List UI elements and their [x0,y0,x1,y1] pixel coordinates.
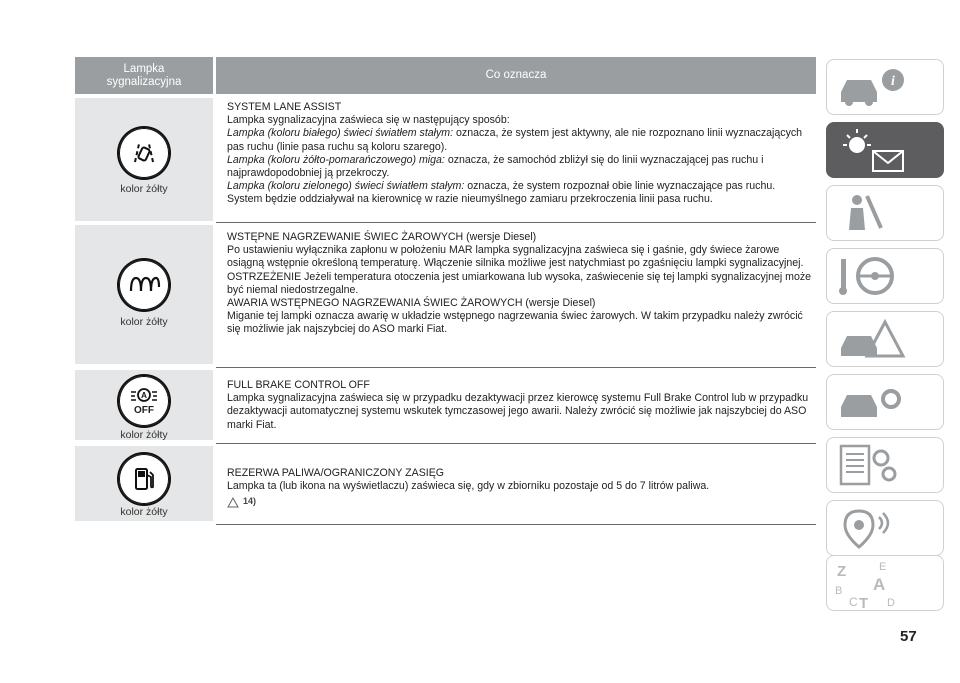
mode-text: oznacza, że samochód zbliżył się do linii wyznaczającej pas ruchu i najprawdopodobniej ją przekroczy. [227,153,764,180]
safety-icon [827,186,943,240]
lamp-color-label: kolor żółty [120,429,168,441]
lamp-subtitle: AWARIA WSTĘPNEGO NAGRZEWANIA ŚWIEC ŻAROWYCH (wersje Diesel) [227,297,596,310]
multimedia-icon [827,501,943,555]
lamp-paragraph: Po ustawieniu wyłącznika zapłonu w położeniu MAR lampka sygnalizacyjna zaświeca się i gaśnie, gdy świece żarowe osiągną wstępnie określoną temperaturę. Włączenie silnika możliwe jest natychmiast po zgaśnięciu lampki sygnalizacyjnej. [227,244,804,270]
lamp-cell [75,370,213,440]
svg-text:D: D [887,597,895,609]
lamp-paragraph: Lampka ta (lub ikona na wyświetlaczu) zaświeca się, gdy w zbiorniku pozostaje od 5 do 7 litrów paliwa. [227,480,710,493]
svg-text:A: A [141,391,147,400]
sidebar-tab-warning-lights[interactable] [826,122,944,178]
table-row [75,370,816,440]
lamp-description [227,379,813,432]
meaning-column-header: Co oznacza [216,57,816,94]
footnote-reference[interactable] [227,495,813,508]
off-label: OFF [134,405,154,416]
lamp-title: FULL BRAKE CONTROL OFF [227,379,370,391]
row-divider [216,524,816,525]
svg-text:i: i [891,74,895,89]
maintenance-icon [827,375,943,429]
warning-lights-icon [827,123,943,177]
lamp-header-line2: sygnalizacyjna [106,75,182,88]
full-brake-control-off-icon [117,374,171,428]
lamp-title: SYSTEM LANE ASSIST [227,101,342,113]
lamp-warning: OSTRZEŻENIE Jeżeli temperatura otoczenia jest umiarkowana lub wysoka, zaświecenie się tej lampki sygnalizacyjnej może być niemal niedostrzegalne. [227,270,812,296]
svg-text:B: B [835,585,843,597]
lamp-cell [75,225,213,364]
mode-text: oznacza, że system jest aktywny, ale nie rozpoznano linii wyznaczających pas ruchu (linie pasa ruchu są koloru szarego). [227,127,803,153]
lamp-cell [75,446,213,521]
sidebar-tab-car-info[interactable] [826,59,944,115]
sidebar-tab-multimedia[interactable] [826,500,944,556]
lamp-header-line1: Lampka [123,62,165,75]
lane-assist-icon [117,126,171,180]
svg-text:C: C [849,595,858,609]
emergency-icon [827,312,943,366]
lamp-mode-paragraph [227,127,813,153]
mode-heading: Lampka (koloru zielonego) świeci światłem stałym: [227,180,465,193]
lamp-paragraph: Miganie tej lampki oznacza awarię w układzie wstępnego nagrzewania świec żarowych. W takim przypadku należy zwrócić się możliwie jak najszybciej do ASO marki Fiat. [227,310,803,336]
lamp-description [227,101,813,207]
steering-wheel-icon [827,249,943,303]
sidebar-tab-starting-driving[interactable] [826,248,944,304]
table-row [75,225,816,364]
lamp-paragraph: Lampka sygnalizacyjna zaświeca się w przypadku dezaktywacji przez kierowcę systemu Full Brake Control lub w przypadku dezaktywacji automatycznej systemu wskutek tymczasowej jego awarii. Należy zwrócić się możliwie jak najszybciej do ASO marki Fiat. [227,392,809,431]
page-number: 57 [900,628,917,645]
row-divider [216,222,816,223]
lamp-title: REZERWA PALIWA/OGRANICZONY ZASIĘG [227,467,445,479]
lamp-title: WSTĘPNE NAGRZEWANIE ŚWIEC ŻAROWYCH (wersje Diesel) [227,231,537,243]
sidebar-tab-index[interactable] [826,555,944,611]
table-row [75,98,816,221]
lamp-mode-paragraph [227,180,813,206]
footnote-number: 14) [243,496,257,507]
svg-text:T: T [859,595,869,610]
svg-text:Z: Z [837,563,847,580]
lamp-color-label: kolor żółty [120,183,168,195]
warning-triangle-icon [227,497,239,508]
alphabetical-index-icon [827,556,943,610]
sidebar-tab-emergency[interactable] [826,311,944,367]
lamp-mode-paragraph [227,154,813,180]
lamp-color-label: kolor żółty [120,506,168,518]
lamp-color-label: kolor żółty [120,316,168,328]
lamp-column-header [75,57,213,94]
sidebar-tab-technical-data[interactable] [826,437,944,493]
sidebar-tab-safety[interactable] [826,185,944,241]
lamp-description [227,231,813,337]
glow-plug-icon [117,258,171,312]
car-info-icon [827,60,943,114]
lamp-cell [75,98,213,221]
table-row [75,446,816,521]
lamp-description [227,467,813,509]
mode-heading: Lampka (koloru żółto-pomarańczowego) miga: [227,153,445,166]
technical-data-icon [827,438,943,492]
sidebar-tab-maintenance[interactable] [826,374,944,430]
mode-heading: Lampka (koloru białego) świeci światłem stałym: [227,127,454,140]
lamp-intro: Lampka sygnalizacyjna zaświeca się w następujący sposób: [227,114,510,127]
row-divider [216,443,816,444]
fuel-reserve-icon [117,452,171,506]
mode-text: oznacza, że system rozpoznał obie linie wyznaczające pas ruchu. System będzie oddziaływał na kierownicę w razie nieumyślnego zamiaru przekroczenia linii pasa ruchu. [227,180,776,206]
row-divider [216,367,816,368]
svg-text:A: A [873,575,886,594]
svg-text:E: E [879,561,887,573]
